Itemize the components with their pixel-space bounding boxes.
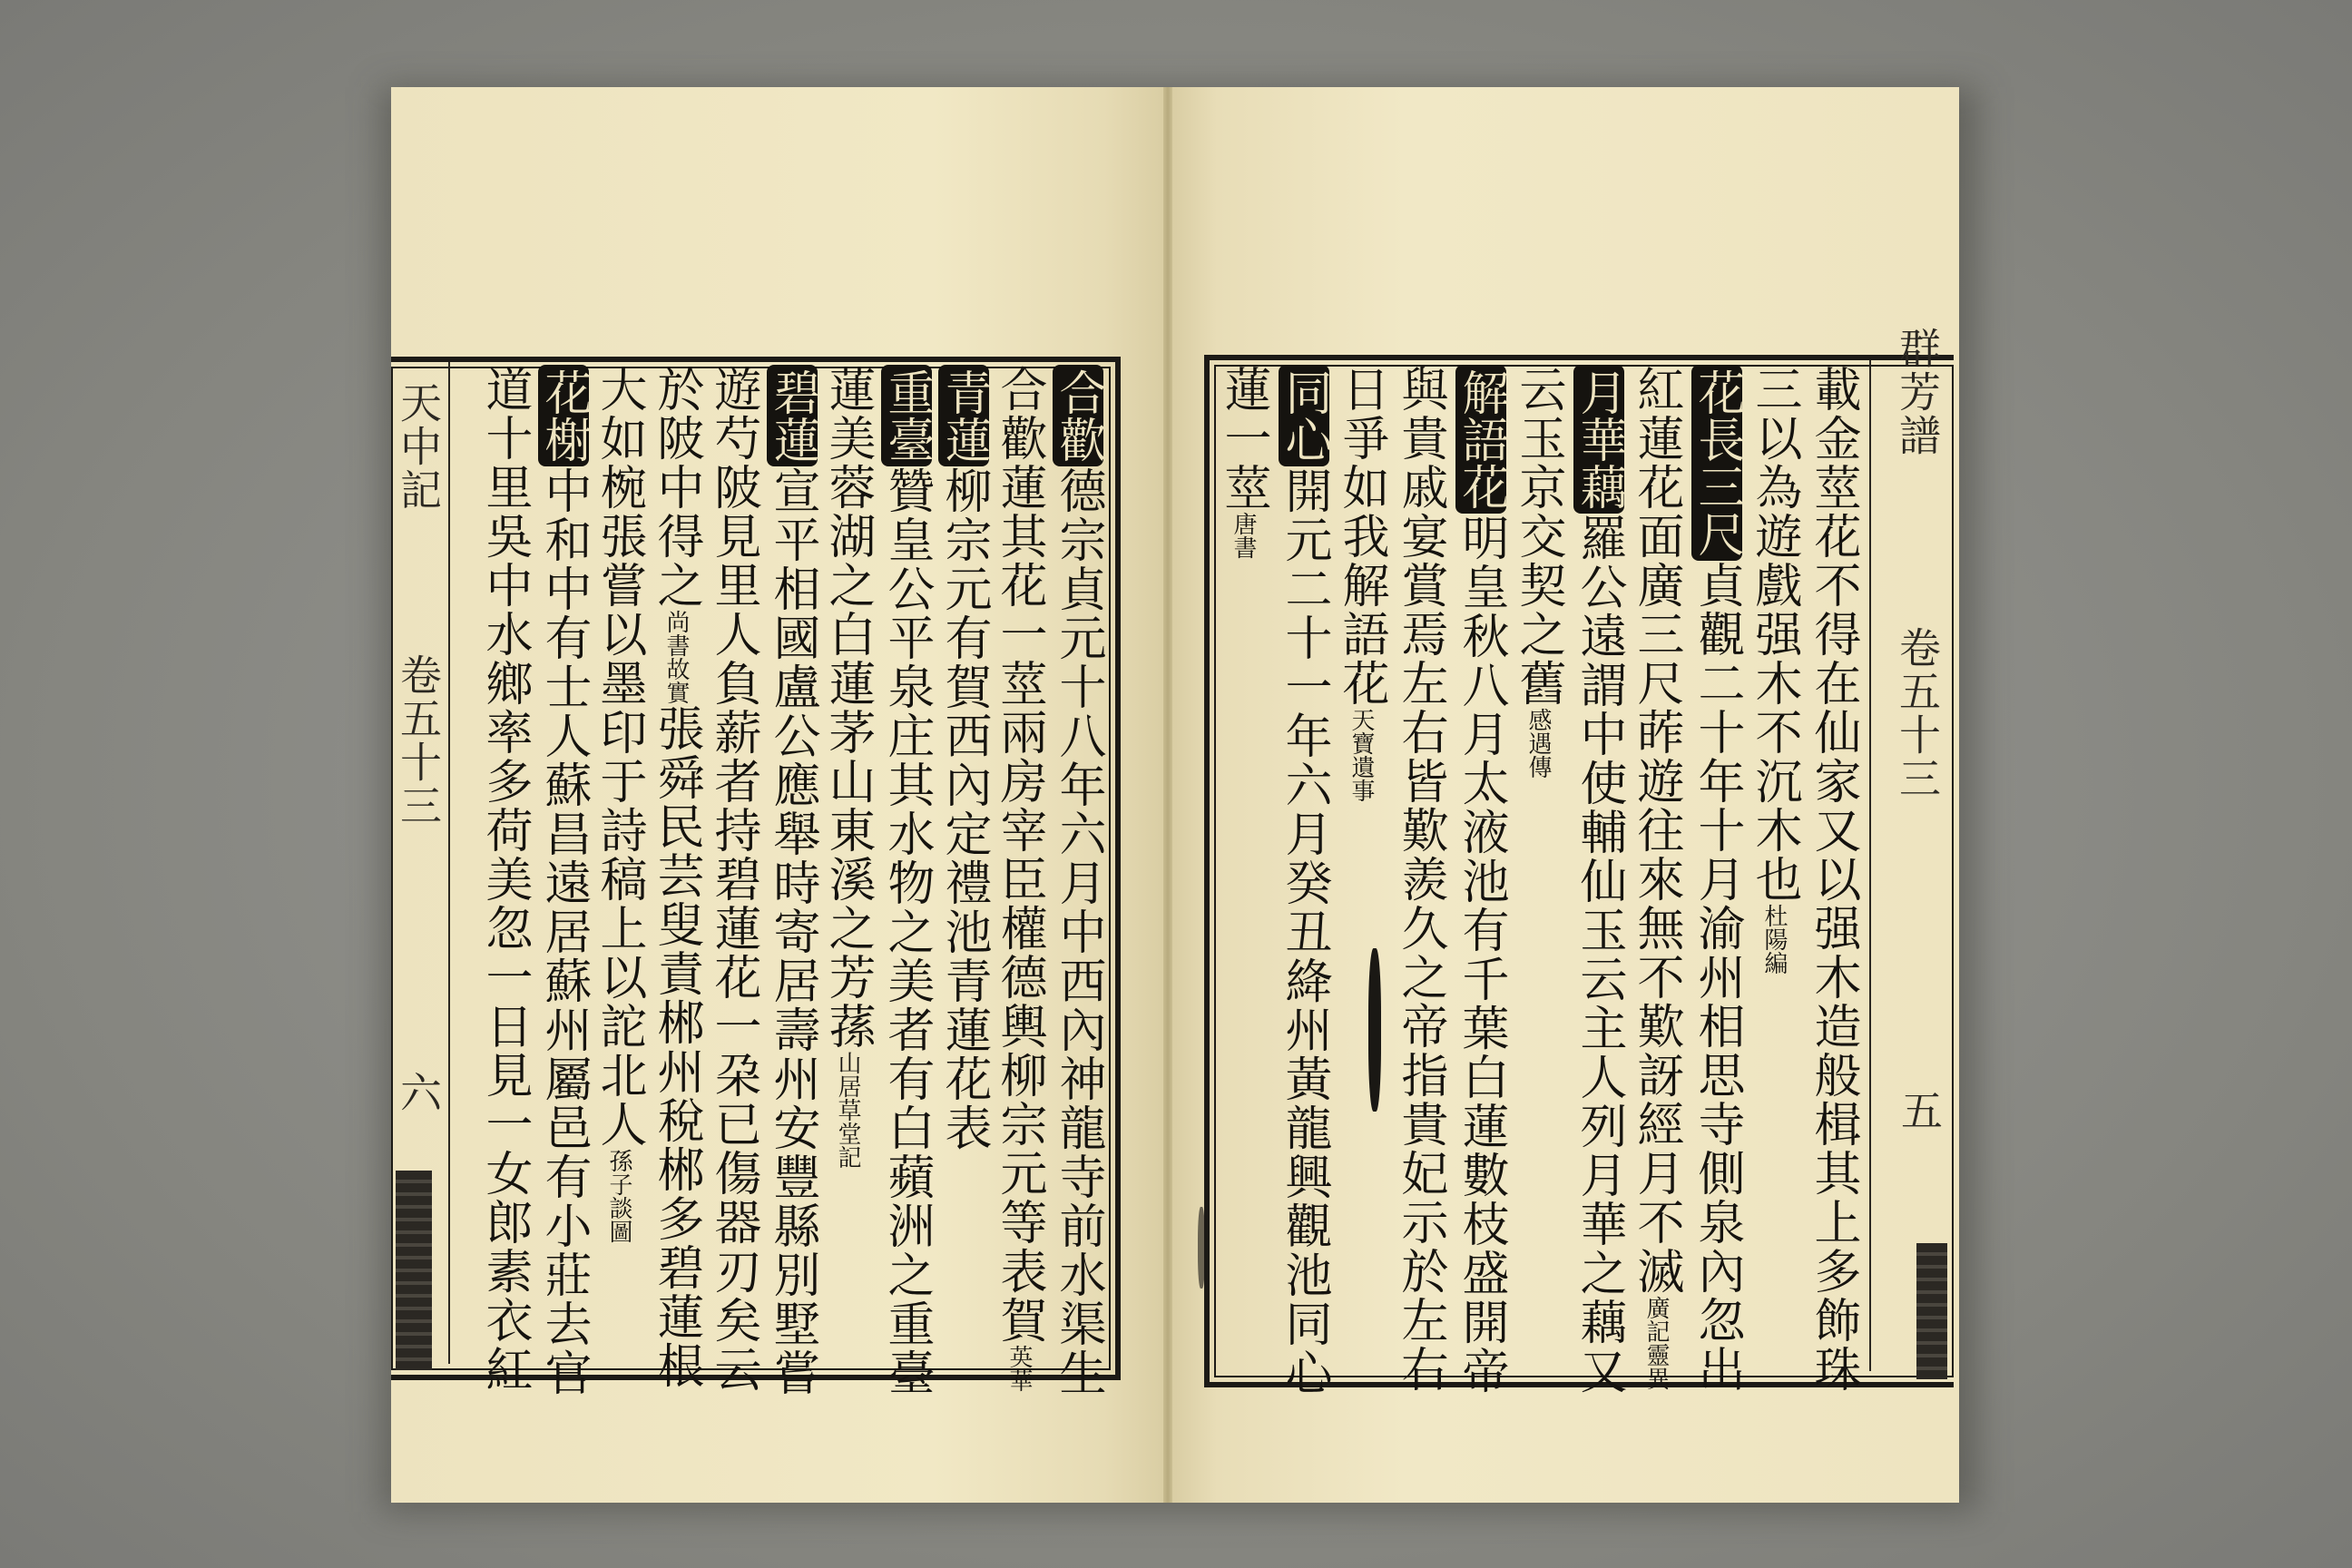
source-note: 廣記靈異 bbox=[1642, 1296, 1670, 1390]
source-note: 杜陽編 bbox=[1760, 904, 1788, 975]
right-margin-chapter: 卷五十三 bbox=[1893, 626, 1942, 800]
column-text: 贊皇公平泉庄其水物之美者有白蘋洲之重臺 bbox=[879, 466, 934, 1397]
source-note: 感遇傳 bbox=[1524, 708, 1552, 779]
entry-heading: 碧蓮 bbox=[767, 365, 818, 466]
right-column bbox=[1393, 365, 1447, 1394]
left-margin-rule bbox=[448, 362, 450, 1364]
column-text: 德宗貞元十八年六月中西內神龍寺前水渠生 bbox=[1051, 466, 1105, 1397]
column-text: 大如椀張嘗以墨印于詩稿上以詑北人 bbox=[592, 365, 646, 1149]
left-column bbox=[992, 365, 1046, 1392]
left-margin-title: 天中記 bbox=[394, 381, 443, 512]
left-margin-folio: 六 bbox=[394, 1071, 443, 1114]
entry-heading: 重臺 bbox=[881, 365, 932, 466]
right-column bbox=[1747, 365, 1801, 975]
column-text: 開元二十一年六月癸丑絳州黃龍興觀池同心 bbox=[1277, 466, 1331, 1397]
column-text: 遊芍陂見里人負薪者持碧蓮花一朶已傷器刃矣云 bbox=[706, 365, 760, 1394]
column-text: 明皇秋八月太液池有千葉白蓮數枝盛開帝 bbox=[1454, 514, 1508, 1396]
column-text: 貞觀二十年十月渝州相思寺側泉內忽出 bbox=[1690, 561, 1744, 1394]
left-margin-chapter: 卷五十三 bbox=[394, 653, 443, 828]
entry-heading: 月華藕 bbox=[1573, 365, 1624, 514]
left-column bbox=[938, 365, 989, 1152]
right-column bbox=[1334, 365, 1388, 802]
right-margin-rule bbox=[1869, 360, 1871, 1371]
column-text: 蓮美蓉湖之白蓮茅山東溪之芳蓀 bbox=[820, 365, 875, 1051]
ink-blot bbox=[1368, 948, 1381, 1112]
entry-heading: 花長三尺 bbox=[1691, 365, 1742, 561]
column-text: 蓮一莖 bbox=[1216, 365, 1270, 512]
column-text: 紅蓮花面廣三尺葃遊往來無不歎訝經月不滅 bbox=[1629, 365, 1683, 1296]
column-text: 羅公遠謂中使輔仙玉云主人列月華之藕又 bbox=[1572, 514, 1626, 1396]
source-note: 山居草堂記 bbox=[834, 1051, 861, 1169]
entry-heading: 解語花 bbox=[1455, 365, 1506, 514]
left-column bbox=[477, 365, 532, 1394]
left-column bbox=[881, 365, 932, 1397]
left-column bbox=[820, 365, 875, 1169]
column-text-continued: 張舜民芸叟責郴州稅郴多碧蓮根 bbox=[649, 704, 703, 1390]
right-column bbox=[1279, 365, 1329, 1397]
ink-blot-small bbox=[1198, 1207, 1205, 1289]
right-edge-block bbox=[1916, 1243, 1947, 1379]
source-note: 唐書 bbox=[1230, 512, 1257, 559]
entry-heading: 同心 bbox=[1279, 365, 1329, 466]
column-text: 云玉京交契之舊 bbox=[1511, 365, 1565, 708]
column-text: 日爭如我解語花 bbox=[1334, 365, 1388, 708]
right-column bbox=[1511, 365, 1565, 779]
column-text: 載金莖花不得在仙家又以强木造般楫其上多飾珠 bbox=[1806, 365, 1860, 1394]
left-column bbox=[538, 365, 589, 1397]
column-text: 於陂中得之 bbox=[649, 365, 703, 610]
left-column bbox=[706, 365, 760, 1394]
right-margin-title: 群芳譜 bbox=[1893, 327, 1942, 457]
column-text: 宣平相國盧公應舉時寄居壽州安豐縣別墅嘗 bbox=[765, 466, 819, 1397]
right-column bbox=[1806, 365, 1860, 1394]
column-text: 合歡蓮其花一莖兩房宰臣權德輿柳宗元等表賀 bbox=[992, 365, 1046, 1345]
column-text: 柳宗元有賀西內定禮池青蓮花表 bbox=[936, 466, 991, 1152]
source-note: 尚書故實 bbox=[662, 610, 690, 704]
entry-heading: 合歡 bbox=[1053, 365, 1103, 466]
right-column bbox=[1455, 365, 1506, 1396]
book-gutter bbox=[1163, 87, 1172, 1503]
column-text: 三以為遊戲强木不沉木也 bbox=[1747, 365, 1801, 904]
source-note: 天寶遺事 bbox=[1348, 708, 1375, 802]
column-text: 道十里吳中水鄉率多荷美忽一日見一女郎素衣紅 bbox=[477, 365, 532, 1394]
source-note: 孫子談圖 bbox=[605, 1149, 632, 1243]
right-margin-folio: 五 bbox=[1895, 1089, 1944, 1132]
column-text: 中和中有士人蘇昌遠居蘇州屬邑有小莊去官 bbox=[536, 466, 591, 1397]
left-column bbox=[1053, 365, 1103, 1397]
left-edge-block bbox=[396, 1171, 432, 1370]
right-column bbox=[1573, 365, 1624, 1396]
right-column bbox=[1629, 365, 1683, 1390]
column-text: 與貴戚宴賞焉左右皆歎羨久之帝指貴妃示於左右 bbox=[1393, 365, 1447, 1394]
left-column bbox=[649, 365, 703, 1390]
left-column bbox=[592, 365, 646, 1243]
left-column bbox=[767, 365, 818, 1397]
source-note: 英華 bbox=[1005, 1345, 1033, 1392]
entry-heading: 花榭 bbox=[538, 365, 589, 466]
right-column bbox=[1216, 365, 1270, 559]
right-column bbox=[1691, 365, 1742, 1394]
entry-heading: 青蓮 bbox=[938, 365, 989, 466]
